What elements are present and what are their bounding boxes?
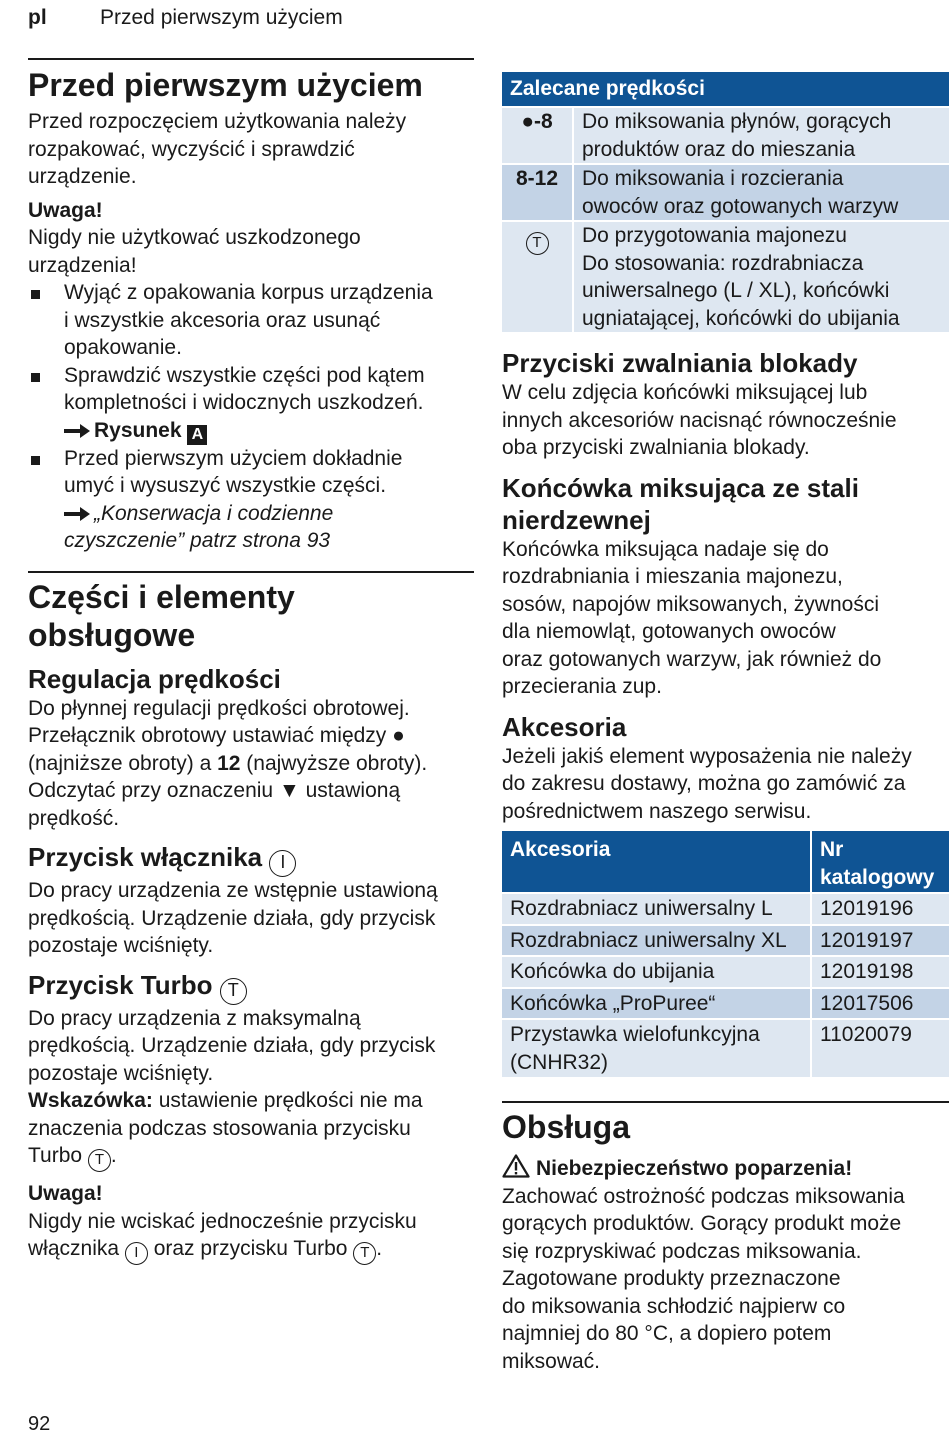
section-rule — [502, 1101, 949, 1103]
text-line: obsługowe — [28, 616, 196, 653]
text-line: oba przyciski zwalniania blokady. — [502, 436, 810, 459]
text-line: kompletności i widocznych uszkodzeń. — [64, 391, 424, 414]
turbo-button-icon: T — [526, 232, 549, 255]
subsection-title: Akcesoria — [502, 711, 627, 742]
page-reference — [64, 500, 474, 528]
text-line: Zagotowane produkty przeznaczone — [502, 1267, 841, 1290]
text-line: Do miksowania i rozcierania — [582, 167, 844, 190]
subsection-title — [28, 969, 474, 1005]
language-code: pl — [28, 6, 47, 29]
catalog-number: 12017506 — [812, 989, 949, 1021]
text-line: Nr — [820, 838, 844, 861]
accessory-name: Rozdrabniacz uniwersalny L — [502, 894, 812, 926]
text-line: Przed pierwszym użyciem dokładnie — [64, 446, 403, 470]
power-button-icon: I — [125, 1242, 148, 1265]
text-line: włącznika I oraz przycisku Turbo T . — [28, 1235, 474, 1265]
text-line: Końcówka miksująca nadaje się do — [502, 537, 829, 561]
speed-description — [574, 108, 949, 165]
list-item — [28, 279, 474, 362]
warning-triangle-icon — [502, 1154, 530, 1178]
text-line: Do pracy urządzenia ze wstępnie ustawioną — [28, 879, 438, 902]
text-line: do zakresu dostawy, można go zamówić za — [502, 772, 906, 795]
text-line: dla niemowląt, gotowanych owoców — [502, 620, 836, 643]
turbo-button-icon: T — [220, 978, 247, 1005]
accessory-name: Rozdrabniacz uniwersalny XL — [502, 926, 812, 958]
catalog-number: 12019198 — [812, 957, 949, 989]
column-header: Akcesoria — [502, 831, 812, 894]
list-item — [28, 362, 474, 445]
text-line: Przystawka wielofunkcyjna — [510, 1023, 760, 1046]
text-line: prędkością. Urządzenie działa, gdy przycisk — [28, 906, 436, 930]
column-header — [812, 831, 949, 894]
text-line: Części i elementy — [28, 578, 295, 615]
text-line: Wyjąć z opakowania korpus urządzenia — [64, 281, 433, 304]
power-button-icon: I — [269, 850, 296, 877]
accessory-name: Końcówka „ProPuree“ — [502, 989, 812, 1021]
accessories-table — [502, 831, 949, 1079]
arrow-right-icon — [64, 507, 90, 521]
text-line: pozostaje wciśnięty. — [28, 1061, 214, 1085]
instruction-list — [28, 279, 474, 555]
figure-reference — [64, 417, 474, 445]
text-line: znaczenia podczas stosowania przycisku — [28, 1116, 411, 1140]
text-line: czyszczenie” patrz strona 93 — [64, 529, 331, 552]
text-line: innych akcesoriów nacisnąć równocześnie — [502, 408, 897, 432]
text-line: Sprawdzić wszystkie części pod kątem — [64, 363, 425, 387]
table-header-row — [502, 831, 949, 894]
text-fragment: oraz przycisku Turbo — [147, 1237, 354, 1260]
text-line: „Konserwacja i codzienne — [94, 501, 334, 525]
speed-range — [502, 222, 574, 334]
hint-text — [28, 1087, 474, 1115]
running-title: Przed pierwszym użyciem — [100, 6, 343, 29]
subsection-title-text: Przycisk Turbo — [28, 969, 213, 1000]
section-title: Przed pierwszym użyciem — [28, 67, 423, 103]
page-number: 92 — [28, 1413, 51, 1435]
speed-range: ●-8 — [502, 108, 574, 165]
turbo-button-icon: T — [88, 1149, 111, 1172]
subsection-title — [28, 841, 474, 877]
text-line: pośrednictwem naszego serwisu. — [502, 799, 812, 823]
intro-text — [28, 108, 474, 191]
text-line: urządzenie. — [28, 165, 137, 188]
table-row — [502, 165, 949, 222]
text-line: Do pracy urządzenia z maksymalną — [28, 1006, 361, 1030]
text-line: Przed rozpoczęciem użytkowania należy — [28, 110, 407, 133]
text-line: Do miksowania płynów, gorących — [582, 110, 892, 133]
text-line: do miksowania schłodzić najpierw co — [502, 1294, 846, 1318]
text-line: ugniatającej, końcówki do ubijania — [582, 306, 900, 330]
text-line: W celu zdjęcia końcówki miksującej lub — [502, 381, 868, 404]
left-column — [28, 58, 474, 1265]
text-line: i wszystkie akcesoria oraz usunąć — [64, 308, 381, 332]
text-fragment: włącznika — [28, 1237, 125, 1260]
text-line: Zachować ostrożność podczas miksowania — [502, 1184, 905, 1208]
text-line: uniwersalnego (L / XL), końcówki — [582, 279, 890, 302]
text-line: Nigdy nie wciskać jednocześnie przycisku — [28, 1209, 417, 1233]
text-line: rozdrabniania i mieszania majonezu, — [502, 565, 843, 588]
subsection-title — [502, 472, 949, 536]
text-fragment: Turbo — [28, 1144, 88, 1167]
section-rule — [28, 58, 474, 60]
speed-description — [574, 222, 949, 334]
accessory-name: Końcówka do ubijania — [502, 957, 812, 989]
speed-description — [574, 165, 949, 222]
text-line: oraz gotowanych warzyw, jak również do — [502, 647, 882, 671]
text-line: Końcówka miksująca ze stali — [502, 472, 859, 503]
table-row — [502, 957, 949, 989]
subsection-title-text: Przycisk włącznika — [28, 842, 263, 872]
speed-max-value: 12 — [217, 751, 241, 775]
text-line: Przełącznik obrotowy ustawiać między ● — [28, 724, 405, 747]
table-row — [502, 222, 949, 334]
text-line: Jeżeli jakiś element wyposażenia nie należy — [502, 744, 912, 768]
text-fragment: ustawienie prędkości nie ma — [152, 1089, 423, 1112]
text-line: Turbo T . — [28, 1142, 474, 1172]
warning-label: Uwaga! — [28, 198, 103, 222]
catalog-number: 12019196 — [812, 894, 949, 926]
table-row — [502, 894, 949, 926]
figure-reference-label: Rysunek — [94, 418, 182, 442]
speed-table-header: Zalecane prędkości — [502, 72, 949, 108]
text-line: owoców oraz gotowanych warzyw — [582, 194, 899, 218]
list-item — [28, 445, 474, 555]
speed-range: 8-12 — [502, 165, 574, 222]
text-line: Do płynnej regulacji prędkości obrotowej. — [28, 696, 410, 720]
text-fragment: (najwyższe obroty). — [240, 751, 428, 775]
text-line: katalogowy — [820, 865, 935, 889]
text-line: prędkość. — [28, 806, 120, 830]
table-row — [502, 108, 949, 165]
text-line: prędkością. Urządzenie działa, gdy przycisk — [28, 1034, 436, 1057]
figure-letter-icon: A — [187, 425, 207, 445]
table-row — [502, 926, 949, 958]
subsection-title: Regulacja prędkości — [28, 663, 281, 694]
text-line: się rozpryskiwać podczas miksowania. — [502, 1239, 862, 1263]
section-title — [28, 578, 474, 654]
text-line: Do przygotowania majonezu — [582, 224, 847, 247]
text-line: (CNHR32) — [510, 1050, 609, 1074]
text-line: miksować. — [502, 1349, 601, 1373]
text-line: rozpakować, wyczyścić i sprawdzić — [28, 137, 355, 161]
text-line: produktów oraz do mieszania — [582, 137, 856, 161]
catalog-number: 11020079 — [812, 1020, 949, 1079]
section-rule — [28, 571, 474, 573]
text-line: pozostaje wciśnięty. — [28, 934, 214, 957]
text-line: sosów, napojów miksowanych, żywności — [502, 592, 879, 616]
text-fragment: (najniższe obroty) a — [28, 751, 218, 775]
warning-text: Nigdy nie użytkować uszkodzonego — [28, 226, 361, 249]
text-line: Do stosowania: rozdrabniacza — [582, 251, 864, 275]
section-title: Obsługa — [502, 1109, 631, 1145]
text-line: opakowanie. — [64, 336, 182, 359]
text-line: Odczytać przy oznaczeniu ▼ ustawioną — [28, 779, 401, 802]
text-line: najmniej do 80 °C, a dopiero potem — [502, 1322, 832, 1345]
hint-label: Wskazówka: — [28, 1089, 153, 1112]
arrow-right-icon — [64, 424, 90, 438]
danger-label: Niebezpieczeństwo poparzenia! — [536, 1157, 853, 1180]
text-line: gorących produktów. Gorący produkt może — [502, 1212, 902, 1235]
turbo-button-icon: T — [353, 1242, 376, 1265]
text-line: przecierania zup. — [502, 675, 662, 698]
text-line: umyć i wysuszyć wszystkie części. — [64, 474, 387, 497]
warning-text: urządzenia! — [28, 253, 137, 277]
danger-heading — [502, 1154, 949, 1183]
accessory-name — [502, 1020, 812, 1079]
table-row — [502, 989, 949, 1021]
text-line — [28, 750, 474, 778]
table-row — [502, 1020, 949, 1079]
subsection-title: Przyciski zwalniania blokady — [502, 348, 858, 378]
right-column — [502, 72, 949, 1375]
catalog-number: 12019197 — [812, 926, 949, 958]
text-line: nierdzewnej — [502, 504, 651, 535]
speed-table — [502, 72, 949, 334]
warning-label: Uwaga! — [28, 1182, 103, 1205]
page-header — [28, 6, 343, 30]
